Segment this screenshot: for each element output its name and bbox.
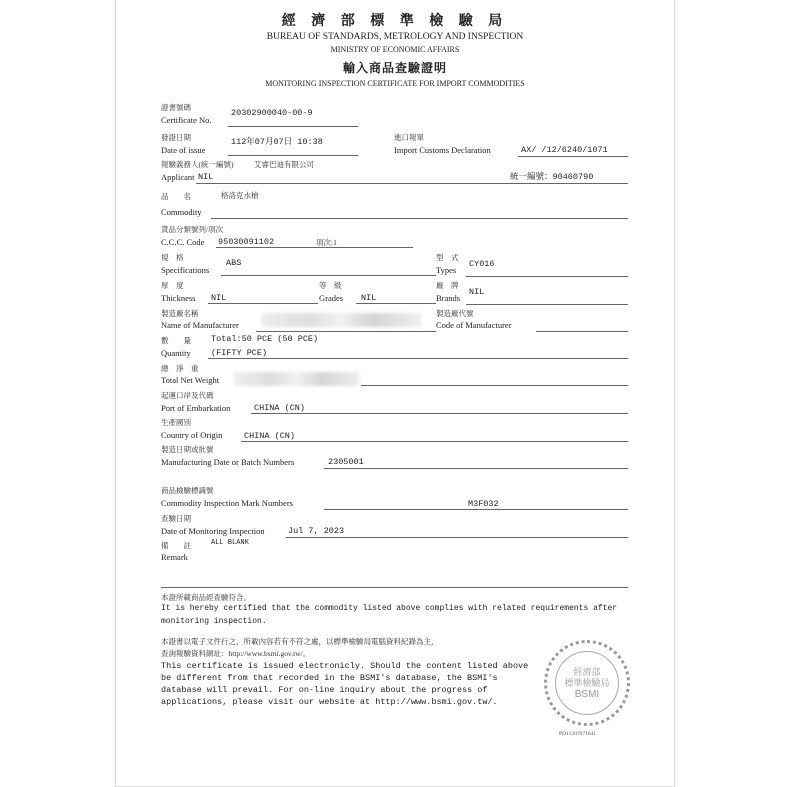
label-en: Country of Origin: [161, 430, 223, 440]
types-value: CY016: [469, 259, 495, 269]
label-zh: 品 名: [161, 192, 191, 201]
label-zh: 總 淨 重: [161, 364, 199, 373]
seal-text: 標準檢驗局: [564, 677, 610, 688]
label-en: Total Net Weight: [161, 375, 220, 385]
label-en: Code of Manufacturer: [436, 320, 512, 330]
label-en: Import Customs Declaration: [394, 145, 491, 155]
customs-declaration: AX/ /12/6240/1071: [521, 145, 608, 155]
label-zh: 型 式: [436, 253, 459, 262]
label-en: Date of issue: [161, 145, 206, 155]
label-zh: 商品檢驗標識號: [161, 486, 214, 495]
label-zh: 發證日期: [161, 133, 191, 142]
applicant-name-zh: 艾睿巴迪有限公司: [254, 160, 314, 169]
label-en: Types: [436, 265, 457, 275]
note-zh-1: 本證書以電子文件行之，所載內容若有不符之處，以標準檢驗局電腦資料紀錄為主，: [161, 637, 439, 646]
label-zh: 查驗日期: [161, 514, 191, 523]
label-zh: 貨品分類號列/項次: [161, 225, 224, 234]
tax-id: 統一編號：90460790: [510, 172, 594, 182]
bsmi-seal: [544, 640, 630, 726]
label-en: Commodity: [161, 207, 202, 217]
label-zh: 規 格: [161, 253, 184, 262]
label-zh: 製造廠名稱: [161, 309, 199, 318]
agency-zh: 經 濟 部 標 準 檢 驗 局: [281, 14, 509, 29]
item-number: 項次:1: [316, 238, 337, 247]
label-en: Remark: [161, 552, 188, 562]
applicant-value: NIL: [198, 172, 214, 182]
label-en: Port of Embarkation: [161, 403, 231, 413]
label-en: Name of Manufacturer: [161, 320, 239, 330]
redacted-weight: [234, 372, 359, 386]
seal-text: 經濟部: [573, 666, 601, 677]
label-zh: 數 量: [161, 336, 191, 345]
date-of-issue: 112年07月07日 10:38: [231, 137, 323, 147]
label-en: Brands: [436, 293, 461, 303]
label-zh: 製造日期或批號: [161, 445, 214, 454]
quantity-words: (FIFTY PCE): [211, 348, 268, 358]
label-zh: 證書號碼: [161, 103, 191, 112]
label-zh: 進口報單: [394, 133, 424, 142]
remark-value: ALL BLANK: [211, 539, 249, 547]
note-zh-2: 查詢報驗資料網址：http://www.bsmi.gov.tw/。: [161, 649, 311, 658]
specifications-value: ABS: [226, 258, 242, 268]
title-zh: 輸入商品查驗證明: [342, 61, 447, 75]
label-en: Applicant: [161, 172, 195, 182]
label-zh: 等 級: [319, 281, 342, 290]
commodity-value: 格洛克水槍: [221, 191, 259, 200]
brands-value: NIL: [469, 287, 485, 297]
batch-value: 2305001: [328, 457, 364, 467]
origin-value: CHINA (CN): [244, 431, 296, 441]
ministry: MINISTRY OF ECONOMIC AFFAIRS: [330, 45, 460, 54]
thickness-value: NIL: [211, 293, 227, 303]
seal-code: PD11207071641: [559, 731, 597, 737]
label-zh: 備 註: [161, 541, 191, 550]
port-value: CHINA (CN): [254, 403, 306, 413]
certification-en-1: It is hereby certified that the commodity listed above complies with related requirements after: [161, 604, 618, 613]
label-en: Date of Monitoring Inspection: [161, 526, 265, 536]
label-en: Grades: [319, 293, 344, 303]
label-en: Specifications: [161, 265, 210, 275]
label-zh: 厚 度: [161, 281, 184, 290]
ccc-code: 95030091102: [218, 237, 275, 247]
label-en: C.C.C. Code: [161, 237, 205, 247]
label-zh: 報驗義務人(統一編號): [161, 160, 234, 169]
label-en: Thickness: [161, 293, 196, 303]
certification-en-2: monitoring inspection.: [161, 617, 267, 626]
inspection-date: Jul 7, 2023: [288, 526, 345, 536]
label-en: Quantity: [161, 348, 191, 358]
note-en-3: database will prevail. For on-line inquiry about the progress of: [161, 685, 488, 695]
label-zh: 製造廠代號: [436, 309, 474, 318]
certificate-number: 20302900040-00-9: [231, 108, 313, 118]
label-zh: 起運口岸及代碼: [161, 391, 214, 400]
certificate-page: [115, 0, 675, 787]
redacted-manufacturer: [261, 313, 421, 327]
mark-value: M3F032: [468, 499, 499, 509]
label-zh: 生產國別: [161, 418, 191, 427]
agency-en: BUREAU OF STANDARDS, METROLOGY AND INSPECTION: [266, 32, 524, 42]
note-en-2: be different from that recorded in the BSMI's database, the BSMI's: [161, 673, 498, 683]
title-en: MONITORING INSPECTION CERTIFICATE FOR IMPORT COMMODITIES: [265, 79, 525, 88]
certification-zh: 本證所載商品經查驗符合。: [161, 593, 251, 602]
label-en: Certificate No.: [161, 115, 212, 125]
note-en-1: This certificate is issued electronicly. Should the content listed above: [161, 661, 529, 671]
label-en: Commodity Inspection Mark Numbers: [161, 498, 293, 508]
seal-text: BSMI: [574, 688, 600, 700]
label-en: Manufacturing Date or Batch Numbers: [161, 457, 295, 467]
grades-value: NIL: [361, 293, 377, 303]
quantity-value: Total:50 PCE (50 PCE): [211, 334, 319, 344]
label-zh: 廠 牌: [436, 281, 459, 290]
note-en-4: applications, please visit our website at http://www.bsmi.gov.tw/.: [161, 697, 498, 707]
